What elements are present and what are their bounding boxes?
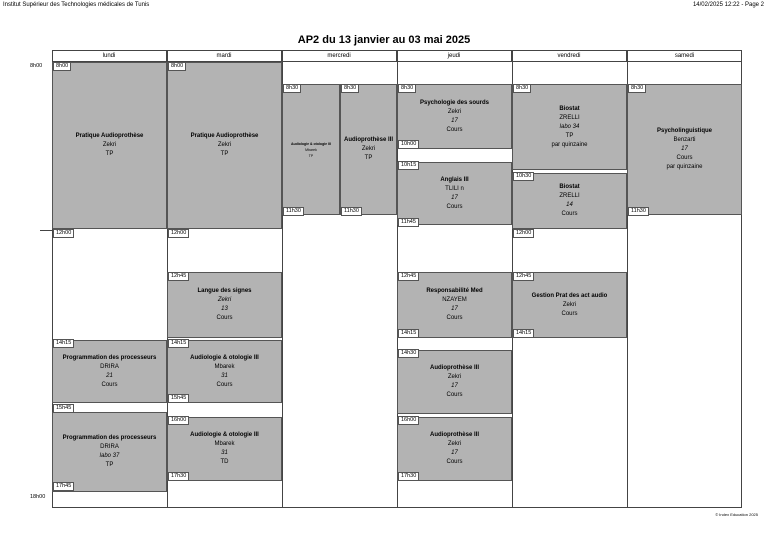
session-note: par quinzaine [666, 164, 703, 170]
session-teacher: Zekri [361, 146, 376, 152]
session-room: 17 [451, 306, 458, 312]
session-teacher: Zekri [447, 108, 462, 115]
session-title: Audiologie & otologie III [190, 354, 259, 361]
session-teacher: NZAYEM [442, 297, 467, 303]
print-datetime: 14/02/2025 12:22 - Page 2 [692, 2, 764, 8]
session-title: Programmation des processeurs [62, 354, 157, 361]
session-title: Audiologie & otologie III [290, 141, 332, 146]
session-teacher: Benzarti [673, 137, 696, 143]
session-type: Cours [216, 381, 233, 388]
day-header-lundi: lundi [52, 50, 167, 62]
session-title: Audioprothèse III [429, 365, 479, 371]
time-start-label: 12h45 [168, 272, 189, 281]
session-type: Cours [216, 315, 233, 321]
time-start-label: 14h30 [398, 349, 419, 358]
day-header-vendredi: vendredi [512, 50, 627, 62]
time-start-label: 15h45 [53, 404, 74, 413]
time-end-label: 12h00 [53, 229, 74, 238]
time-start-label: 14h15 [53, 339, 74, 348]
session-teacher: Mbarek [214, 441, 235, 447]
time-start-label: 14h15 [168, 339, 189, 348]
session-room: labo 37 [99, 453, 120, 459]
session-block[interactable] [52, 340, 167, 403]
session-title: Pratique Audioprothèse [190, 133, 259, 139]
time-start-label: 12h45 [398, 272, 419, 281]
session-teacher: ZRELLI [559, 114, 580, 121]
session-title: Gestion Prat des act audio [531, 292, 608, 299]
midday-tick [40, 230, 52, 231]
session-room: 31 [221, 372, 228, 379]
time-start-label: 16h00 [398, 416, 419, 425]
time-start-label: 8h00 [53, 62, 71, 71]
session-teacher: Zekri [447, 441, 462, 447]
session-title: Programmation des processeurs [62, 435, 157, 441]
time-end-label: 15h45 [168, 394, 189, 403]
session-room: 17 [681, 146, 688, 152]
session-type: Cours [446, 392, 463, 398]
time-start-label: 10h15 [398, 161, 419, 170]
session-type: TP [308, 153, 314, 158]
time-end-label: 10h00 [398, 140, 419, 149]
time-start-label: 8h30 [513, 84, 531, 93]
copyright-footer: © Index Education 2025 [715, 512, 758, 517]
time-end-label: 11h30 [341, 207, 362, 216]
session-room: 17 [451, 194, 458, 201]
time-end-label: 17h30 [398, 472, 419, 481]
session-block[interactable] [282, 84, 340, 215]
time-end-label: 12h00 [168, 229, 189, 238]
session-title: Psychologie des sourds [419, 99, 490, 106]
session-type: Cours [446, 203, 463, 210]
time-start-label: 8h30 [283, 84, 301, 93]
session-block[interactable] [167, 272, 282, 338]
session-type: TD [220, 459, 229, 465]
session-teacher: Zekri [102, 142, 117, 148]
day-header-samedi: samedi [674, 53, 695, 59]
session-room: 13 [221, 306, 228, 312]
time-start-label: 8h30 [398, 84, 416, 93]
page-title: AP2 du 13 janvier au 03 mai 2025 [297, 34, 471, 46]
session-teacher: Zekri [562, 301, 577, 308]
session-room: 14 [566, 202, 573, 208]
institution-name: Institut Supérieur des Technologies médicales de Tunis [3, 2, 150, 8]
session-title: Pratique Audioprothèse [75, 133, 144, 139]
session-block[interactable] [167, 62, 282, 229]
time-start-label: 8h30 [341, 84, 359, 93]
session-type: Cours [676, 155, 693, 161]
session-block[interactable] [52, 62, 167, 229]
hour-label-end: 18h00 [30, 494, 46, 500]
session-title: Psycholinguistique [656, 128, 712, 134]
session-room: 21 [106, 372, 113, 379]
day-header-jeudi: jeudi [397, 50, 512, 62]
session-teacher: ZRELLI [559, 193, 580, 199]
session-teacher: Mbarek [214, 363, 235, 370]
session-type: TP [565, 132, 574, 139]
session-type: Cours [446, 126, 463, 133]
time-end-label: 17h45 [53, 482, 74, 491]
session-type: Cours [561, 310, 578, 317]
time-start-label: 8h30 [628, 84, 646, 93]
session-block[interactable] [512, 173, 627, 229]
time-end-label: 17h30 [168, 472, 189, 481]
session-type: TP [364, 155, 373, 161]
session-block[interactable] [397, 162, 512, 225]
day-header-mardi: mardi [167, 50, 282, 62]
session-title: Responsabilité Med [426, 288, 483, 294]
time-start-label: 8h00 [168, 62, 186, 71]
session-teacher: DRIRA [100, 444, 119, 450]
time-start-label: 10h30 [513, 172, 534, 181]
hour-label-start: 8h00 [30, 63, 43, 69]
session-room: 17 [451, 450, 458, 456]
session-title: Audioprothèse III [343, 137, 393, 143]
session-type: Cours [101, 381, 118, 388]
time-end-label: 11h30 [283, 207, 304, 216]
session-type: TP [105, 462, 114, 468]
day-header-mercredi: mercredi [282, 50, 397, 62]
time-end-label: 12h00 [513, 229, 534, 238]
session-type: Cours [446, 459, 463, 465]
session-block[interactable] [52, 412, 167, 492]
time-start-label: 16h00 [168, 416, 189, 425]
session-note: par quinzaine [551, 141, 588, 148]
session-title: Langue des signes [197, 288, 252, 294]
session-block[interactable] [397, 350, 512, 414]
session-title: Audioprothèse III [429, 432, 479, 438]
session-type: Cours [446, 315, 463, 321]
time-end-label: 14h15 [398, 329, 419, 338]
session-title: Anglais III [440, 176, 469, 183]
session-room: labo 34 [559, 123, 580, 130]
session-room: 31 [221, 450, 228, 456]
time-end-label: 14h15 [513, 329, 534, 338]
session-block[interactable] [340, 84, 397, 215]
session-teacher: Zekri [217, 297, 232, 303]
session-type: Cours [561, 211, 578, 217]
session-title: Audiologie & otologie III [190, 432, 259, 438]
session-teacher: Zekri [447, 374, 462, 380]
session-teacher: TLILI n [445, 185, 464, 192]
session-block[interactable] [627, 84, 742, 215]
session-teacher: Mbarek [305, 147, 317, 152]
session-room: 17 [451, 383, 458, 389]
time-end-label: 11h30 [628, 207, 649, 216]
session-room: 17 [451, 117, 458, 124]
time-end-label: 11h45 [398, 218, 419, 227]
session-teacher: Zekri [217, 142, 232, 148]
session-title: Biostat [559, 184, 580, 190]
session-title: Biostat [559, 105, 580, 112]
session-type: TP [105, 151, 114, 157]
session-teacher: DRIRA [100, 363, 119, 370]
time-start-label: 12h45 [513, 272, 534, 281]
session-type: TP [220, 151, 229, 157]
session-block[interactable] [512, 84, 627, 170]
